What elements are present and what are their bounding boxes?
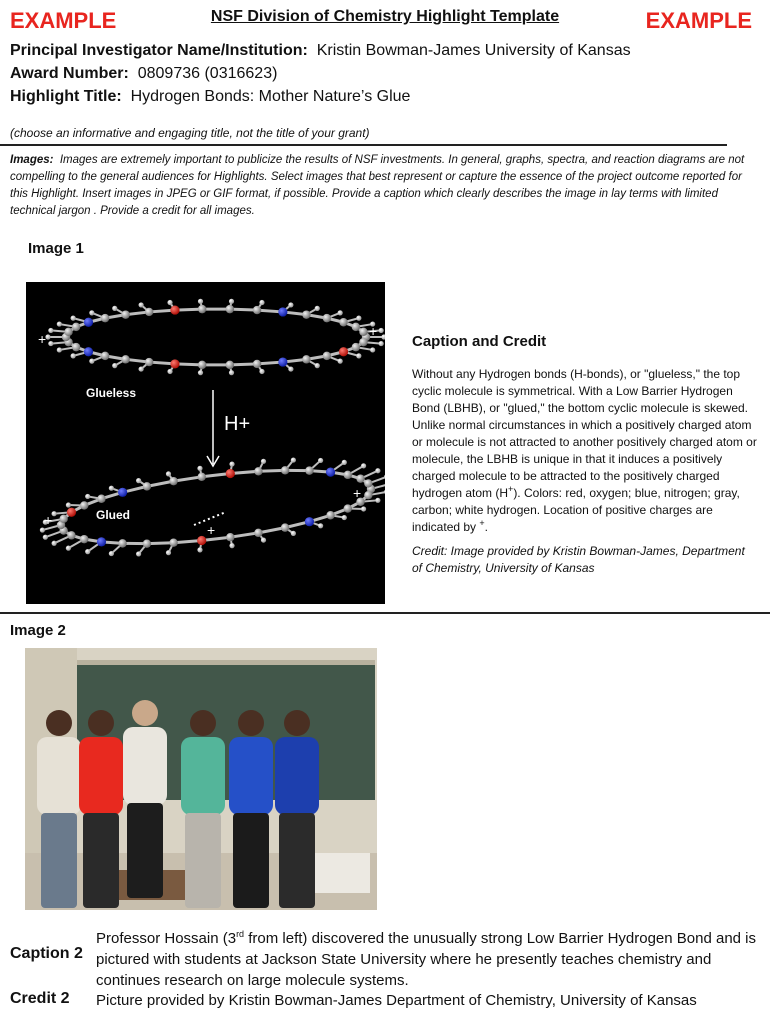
- highlight-title-value: Hydrogen Bonds: Mother Nature’s Glue: [130, 88, 411, 105]
- person: [229, 710, 273, 908]
- carbon-atom: [281, 466, 289, 474]
- glued-label: Glued: [96, 508, 131, 522]
- hydrogen-atom: [261, 459, 266, 464]
- carbon-atom: [121, 310, 129, 318]
- hydrogen-atom: [197, 547, 202, 552]
- hydrogen-atom: [198, 370, 203, 375]
- pi-line: [10, 42, 631, 60]
- hydrogen-atom: [261, 537, 266, 542]
- hydrogen-atom: [229, 461, 234, 466]
- example-label-left: EXAMPLE: [10, 8, 117, 33]
- oxygen-atom: [197, 536, 206, 545]
- carbon-atom: [281, 523, 289, 531]
- hydrogen-atom: [71, 353, 76, 358]
- person-pants: [41, 813, 77, 908]
- person-pants: [185, 813, 221, 908]
- hydrogen-atom: [356, 353, 361, 358]
- image2-heading: Image 2: [10, 622, 66, 639]
- person-shirt: [37, 737, 81, 815]
- carbon-atom: [302, 310, 310, 318]
- carbon-atom: [143, 482, 151, 490]
- bond: [174, 477, 202, 481]
- carbon-atom: [169, 477, 177, 485]
- hydrogen-atom: [338, 310, 343, 315]
- hydrogen-atom: [342, 515, 347, 520]
- caption2-part-a: Professor Hossain (3: [96, 930, 237, 947]
- person-shirt: [123, 727, 167, 805]
- hydrogen-atom: [361, 506, 366, 511]
- carbon-atom: [253, 306, 261, 314]
- hydrogen-atom: [167, 300, 172, 305]
- person-pants: [127, 803, 163, 898]
- hydrogen-atom: [48, 328, 53, 333]
- hydrogen-atom: [167, 369, 172, 374]
- hydrogen-atom: [66, 502, 71, 507]
- carbon-atom: [305, 466, 313, 474]
- nitrogen-atom: [326, 468, 335, 477]
- carbon-atom: [253, 360, 261, 368]
- highlight-title-label: Highlight Title:: [10, 88, 122, 105]
- hydrogen-atom: [109, 551, 114, 556]
- hydrogen-atom: [139, 302, 144, 307]
- award-line: [10, 65, 277, 83]
- person-shirt: [275, 737, 319, 815]
- hydrogen-atom: [288, 366, 293, 371]
- person-head: [238, 710, 264, 736]
- carbon-atom: [226, 361, 234, 369]
- carbon-atom: [226, 305, 234, 313]
- hydrogen-atom: [384, 489, 385, 494]
- hydrogen-atom: [136, 551, 141, 556]
- person: [275, 710, 319, 908]
- pi-label: Principal Investigator Name/Institution:: [10, 42, 308, 59]
- person-pants: [233, 813, 269, 908]
- hydrogen-atom: [318, 458, 323, 463]
- hydrogen-atom: [375, 498, 380, 503]
- carbon-atom: [339, 318, 347, 326]
- person-shirt: [229, 737, 273, 815]
- oxygen-atom: [170, 359, 179, 368]
- person: [181, 710, 225, 908]
- hydrogen-atom: [57, 347, 62, 352]
- carbon-atom: [101, 352, 109, 360]
- hydrogen-atom: [259, 369, 264, 374]
- caption1-text: [412, 366, 757, 536]
- carbon-atom: [323, 352, 331, 360]
- hydrogen-atom: [229, 299, 234, 304]
- hydrogen-atom: [85, 549, 90, 554]
- carbon-atom: [145, 308, 153, 316]
- person-head: [190, 710, 216, 736]
- carbon-atom: [80, 535, 88, 543]
- carbon-atom: [121, 355, 129, 363]
- glued-molecule: [40, 457, 385, 556]
- carbon-atom: [254, 467, 262, 475]
- glueless-molecule: [45, 299, 385, 376]
- hydrogen-atom: [85, 494, 90, 499]
- person-head: [46, 710, 72, 736]
- carbon-atom: [197, 473, 205, 481]
- hydrogen-atom: [361, 463, 366, 468]
- person-head: [284, 710, 310, 736]
- person: [79, 710, 123, 908]
- carbon-atom: [64, 328, 72, 336]
- person-shirt: [181, 737, 225, 815]
- highlight-title-line: [10, 88, 410, 106]
- images-instructions: [10, 152, 745, 220]
- credit1-text: Credit: Image provided by Kristin Bowman-James, Department of Chemistry, University of Kansas: [412, 544, 745, 575]
- hydrogen-atom: [109, 486, 114, 491]
- caption1-end: .: [484, 520, 488, 534]
- hydrogen-atom: [229, 370, 234, 375]
- credit2-text: Picture provided by Kristin Bowman-James Department of Chemistry, University of Kansas: [96, 992, 697, 1009]
- oxygen-atom: [170, 305, 179, 314]
- image1-heading: Image 1: [28, 240, 84, 257]
- hydrogen-atom: [381, 334, 385, 339]
- hydrogen-atom: [356, 316, 361, 321]
- carbon-atom: [364, 479, 372, 487]
- glueless-label: Glueless: [86, 386, 137, 400]
- hydrogen-atom: [71, 316, 76, 321]
- carbon-atom: [80, 501, 88, 509]
- carbon-atom: [97, 495, 105, 503]
- nitrogen-atom: [278, 307, 287, 316]
- carbon-atom: [59, 515, 67, 523]
- award-value: 0809736 (0316623): [137, 65, 278, 82]
- person-pants: [83, 813, 119, 908]
- hydrogen-atom: [48, 341, 53, 346]
- hydrogen-atom: [89, 310, 94, 315]
- hydrogen-atom: [315, 363, 320, 368]
- images-note-text: Images are extremely important to publicize the results of NSF investments. In general, graphs, spectra, and reaction diagrams are not compelling to the general audiences for Highlights. Select images that best represent or capture the essence of the project outcome reported for this Highlight. Insert images in JPEG or GIF format, if possible. Provide a caption which clearly describes the image in lay terms with limited technical jargon . Provide a credit for all images.: [10, 154, 745, 217]
- hydrogen-atom: [318, 523, 323, 528]
- carbon-atom: [344, 471, 352, 479]
- nitrogen-atom: [97, 537, 106, 546]
- carbon-atom: [359, 338, 367, 346]
- charge-plus-3: +: [353, 485, 362, 501]
- caption2-part-b: from left) discovered the unusually strong Low Barrier Hydrogen Bond and is pictured with students at Jackson State University where he presently teaches chemistry and continues research on large molecule systems.: [96, 930, 757, 989]
- example-label-right: EXAMPLE: [645, 8, 752, 33]
- oxygen-atom: [67, 508, 76, 517]
- hydrogen-atom: [291, 531, 296, 536]
- nitrogen-atom: [305, 517, 314, 526]
- charge-plus-4: +: [44, 512, 53, 528]
- title-instruction: (choose an informative and engaging title, not the title of your grant): [10, 126, 370, 140]
- hydrogen-atom: [342, 460, 347, 465]
- carbon-atom: [101, 314, 109, 322]
- carbon-atom: [72, 343, 80, 351]
- molecule-illustration: [26, 282, 385, 604]
- hydrogen-atom: [375, 468, 380, 473]
- hydrogen-atom: [379, 341, 384, 346]
- carbon-atom: [169, 539, 177, 547]
- hydrogen-atom: [52, 541, 57, 546]
- caption2-label: Caption 2: [10, 945, 83, 962]
- carbon-atom: [145, 358, 153, 366]
- charge-plus-5: +: [207, 522, 216, 538]
- carbon-atom: [352, 323, 360, 331]
- template-title: NSF Division of Chemistry Highlight Template: [210, 8, 560, 25]
- hydrogen-atom: [198, 299, 203, 304]
- nitrogen-atom: [278, 357, 287, 366]
- hydrogen-atom: [43, 535, 48, 540]
- carbon-atom: [226, 533, 234, 541]
- carbon-atom: [344, 504, 352, 512]
- credit2-label: Credit 2: [10, 990, 70, 1007]
- group-photo: [25, 648, 377, 910]
- hydrogen-atom: [291, 457, 296, 462]
- hydrogen-atom: [315, 306, 320, 311]
- hydrogen-atom: [139, 366, 144, 371]
- h-plus-label: H+: [224, 413, 251, 435]
- hydrogen-atom: [288, 302, 293, 307]
- bond: [230, 533, 258, 537]
- person-head: [88, 710, 114, 736]
- charge-plus-1: +: [38, 331, 47, 347]
- hydrogen-atom: [166, 471, 171, 476]
- hydrogen-atom: [338, 359, 343, 364]
- person-shirt: [79, 737, 123, 815]
- carbon-atom: [67, 531, 75, 539]
- caption-credit-heading: Caption and Credit: [412, 333, 547, 350]
- caption1-mid: ). Colors: red, oxygen; blue, nitrogen; gray, carbon; white hydrogen. Location of positive charges are indicated by: [412, 486, 740, 534]
- hydrogen-atom: [136, 478, 141, 483]
- carbon-atom: [254, 529, 262, 537]
- carbon-atom: [302, 355, 310, 363]
- nitrogen-atom: [84, 347, 93, 356]
- charge-plus-2: +: [369, 323, 378, 339]
- hydrogen-atom: [112, 306, 117, 311]
- oxygen-atom: [226, 469, 235, 478]
- person: [123, 700, 167, 898]
- hydrogen-atom: [112, 363, 117, 368]
- carbon-atom: [198, 305, 206, 313]
- carbon-atom: [143, 539, 151, 547]
- carbon-atom: [198, 361, 206, 369]
- hydrogen-atom: [57, 321, 62, 326]
- hydrogen-atom: [229, 543, 234, 548]
- divider-top: [0, 144, 727, 146]
- caption1-main: Without any Hydrogen bonds (H-bonds), or "glueless," the top cyclic molecule is symmetrical. With a Low Barrier Hydrogen Bond (LBHB), or "glued," the bottom cyclic molecule is skewed. Unlike normal circumstances in which a positively charged atom or molecule is not attracted to another positively charged atom or molecule, the LBHB is unique in that it induces a positively charged molecule to be attracted to the positively charged hydrogen atom (H: [412, 367, 757, 500]
- carbon-atom: [118, 539, 126, 547]
- person-pants: [279, 813, 315, 908]
- images-note-label: Images:: [10, 154, 54, 166]
- hydrogen-atom: [379, 328, 384, 333]
- pi-value: Kristin Bowman-James University of Kansas: [316, 42, 631, 59]
- carbon-atom: [364, 491, 372, 499]
- hydrogen-atom: [89, 359, 94, 364]
- carbon-atom: [352, 343, 360, 351]
- nitrogen-atom: [118, 488, 127, 497]
- carbon-atom: [323, 314, 331, 322]
- hydrogen-atom: [40, 527, 45, 532]
- nitrogen-atom: [84, 318, 93, 327]
- carbon-atom: [326, 511, 334, 519]
- carbon-atom: [72, 323, 80, 331]
- carbon-atom: [359, 328, 367, 336]
- caption2-text: [96, 928, 756, 991]
- hydrogen-atom: [52, 511, 57, 516]
- person-head: [132, 700, 158, 726]
- hydrogen-atom: [259, 300, 264, 305]
- hydrogen-atom: [66, 546, 71, 551]
- carbon-atom: [356, 474, 364, 482]
- molecule-image: [26, 282, 385, 604]
- caption2-sup: rd: [236, 929, 245, 939]
- group-photo-illustration: [25, 648, 377, 910]
- oxygen-atom: [339, 347, 348, 356]
- award-label: Award Number:: [10, 65, 129, 82]
- hydrogen-atom: [370, 347, 375, 352]
- caption1-sup1: +: [508, 484, 514, 494]
- divider-middle: [0, 612, 770, 614]
- hydrogen-atom: [166, 550, 171, 555]
- person: [37, 710, 81, 908]
- hydrogen-atom: [197, 466, 202, 471]
- caption1-sup2: +: [479, 518, 485, 528]
